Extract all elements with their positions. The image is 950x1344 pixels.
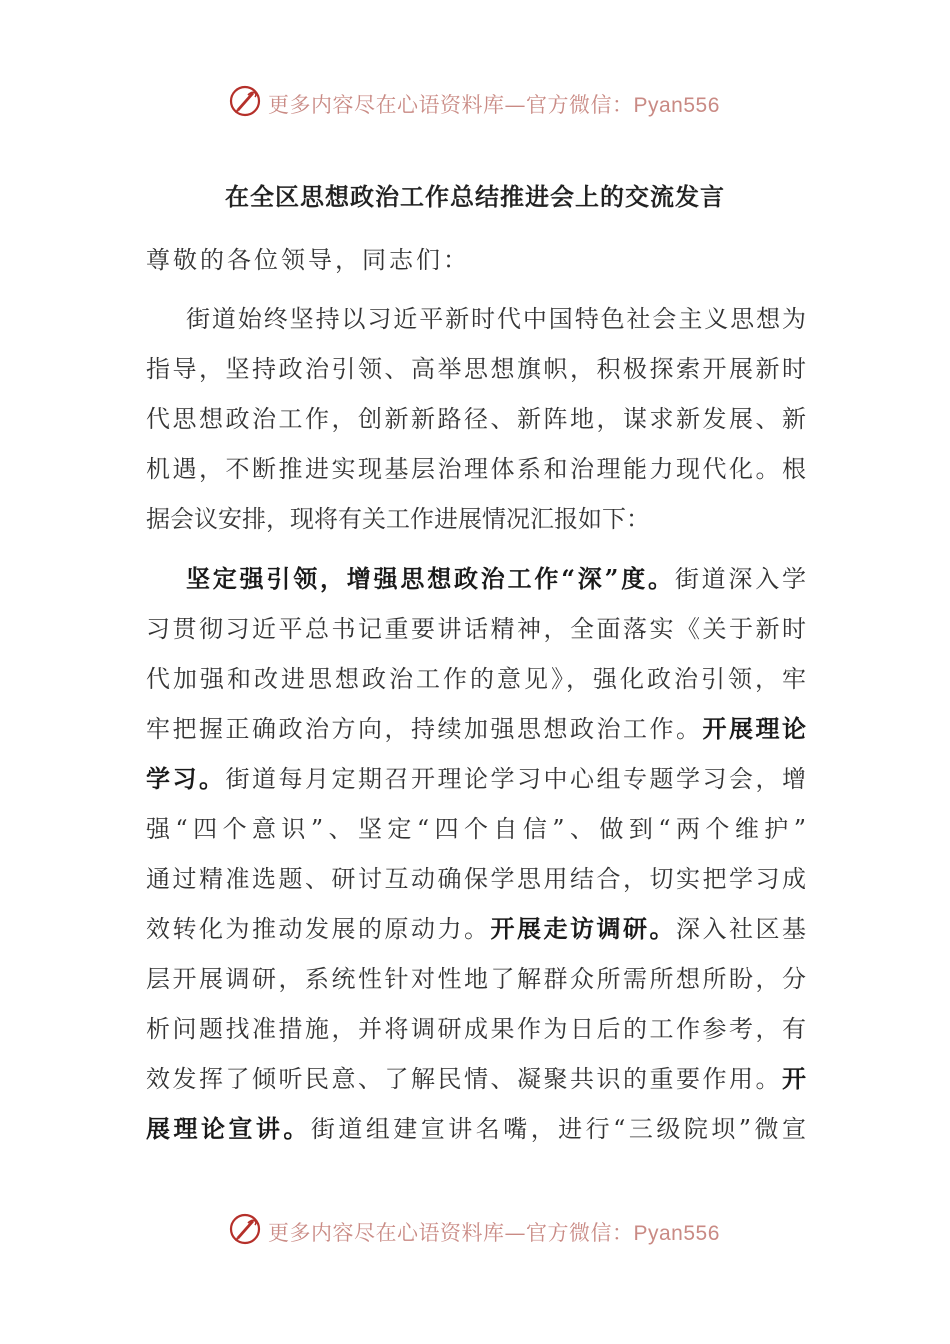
paragraph-1 (146, 294, 806, 544)
paragraph-line: 效转化为推动发展的原动力。开展走访调研。深入社区基 (146, 914, 806, 943)
paragraph-line: 街道始终坚持以习近平新时代中国特色社会主义思想为 (186, 305, 806, 333)
paragraph-line: 层开展调研，系统性针对性地了解群众所需所想所盼，分 (146, 965, 806, 993)
section-heading: 坚定强引领，增强思想政治工作“深”度。 (186, 564, 675, 593)
paragraph-line: 指导，坚持政治引领、高举思想旗帜，积极探索开展新时 (146, 355, 806, 383)
wechat-id: Pyan556 (633, 1222, 720, 1245)
subheading: 开展走访调研。 (490, 914, 676, 943)
paragraph-line: 据会议安排，现将有关工作进展情况汇报如下： (146, 505, 650, 533)
paragraph-line: 强“四个意识”、坚定“四个自信”、做到“两个维护” (146, 815, 806, 843)
paragraph-2 (146, 554, 806, 1154)
subheading: 学习。 (146, 764, 226, 793)
watermark-banner-bottom (0, 1210, 950, 1250)
quill-pen-logo-icon (228, 1212, 262, 1246)
paragraph-line: 坚定强引领，增强思想政治工作“深”度。街道深入学 (186, 564, 806, 593)
watermark-banner-top (0, 82, 950, 122)
paragraph-line: 通过精准选题、研讨互动确保学思用结合，切实把学习成 (146, 865, 806, 893)
paragraph-line: 机遇，不断推进实现基层治理体系和治理能力现代化。根 (146, 455, 806, 483)
greeting: 尊敬的各位领导，同志们： (146, 246, 470, 274)
wechat-id: Pyan556 (633, 94, 720, 117)
subheading: 开 (782, 1064, 806, 1093)
quill-pen-logo-icon (228, 84, 262, 118)
paragraph-line: 学习。街道每月定期召开理论学习中心组专题学习会，增 (146, 764, 806, 793)
document-title: 在全区思想政治工作总结推进会上的交流发言 (225, 182, 725, 211)
paragraph-line: 展理论宣讲。街道组建宣讲名嘴，进行“三级院坝”微宣 (146, 1114, 806, 1143)
paragraph-line: 代思想政治工作，创新新路径、新阵地，谋求新发展、新 (146, 405, 806, 433)
subheading: 展理论宣讲。 (146, 1114, 311, 1143)
paragraph-line: 代加强和改进思想政治工作的意见》，强化政治引领，牢 (146, 665, 806, 693)
paragraph-line: 习贯彻习近平总书记重要讲话精神，全面落实《关于新时 (146, 615, 806, 643)
subheading: 开展理论 (702, 714, 806, 743)
paragraph-line: 析问题找准措施，并将调研成果作为日后的工作参考，有 (146, 1015, 806, 1043)
watermark-text: 更多内容尽在心语资料库—官方微信：Pyan556 (268, 93, 720, 117)
paragraph-line: 牢把握正确政治方向，持续加强思想政治工作。开展理论 (146, 714, 806, 743)
watermark-text: 更多内容尽在心语资料库—官方微信：Pyan556 (268, 1221, 720, 1245)
paragraph-line: 效发挥了倾听民意、了解民情、凝聚共识的重要作用。开 (146, 1064, 806, 1093)
